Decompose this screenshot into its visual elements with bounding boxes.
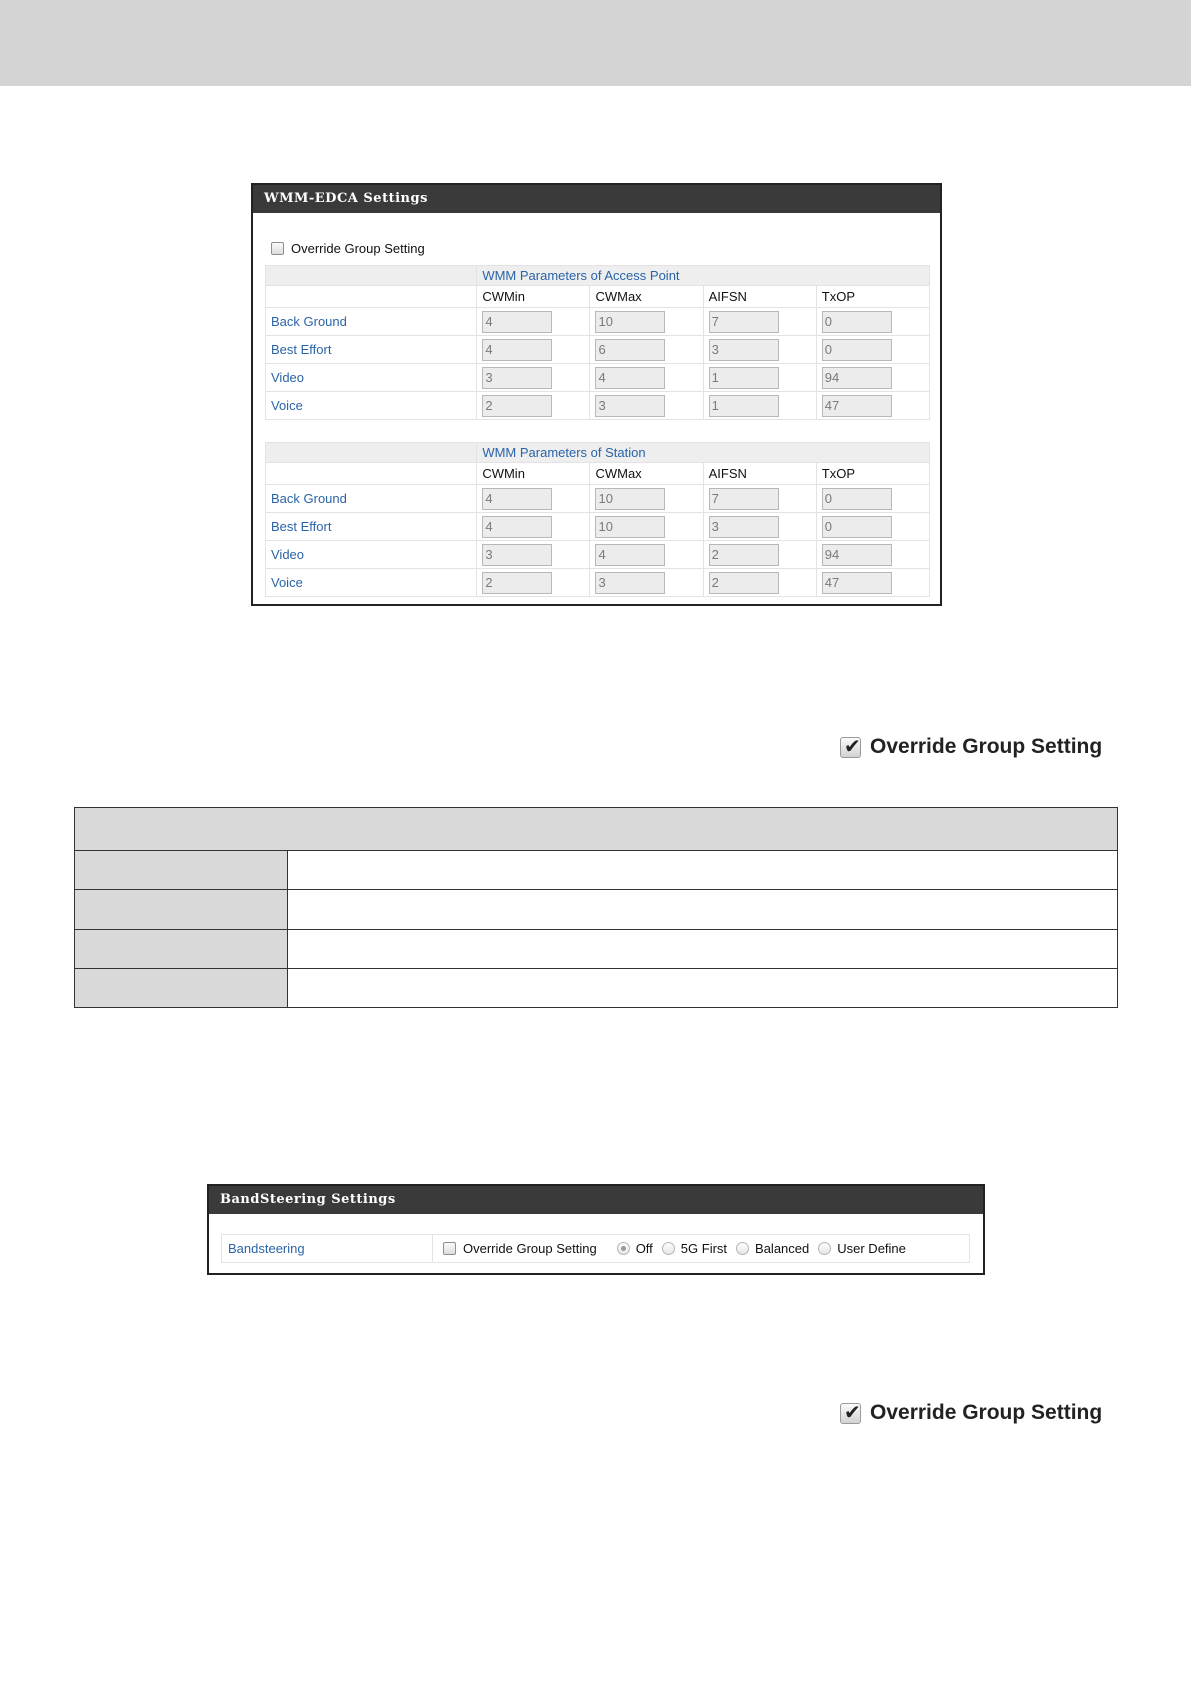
parameter-input[interactable]: 2 [482,395,552,417]
override-checkbox-checked[interactable] [840,737,861,758]
column-header: CWMin [477,463,590,485]
parameter-input[interactable]: 2 [482,572,552,594]
radio-button[interactable] [662,1242,675,1255]
radio-button[interactable] [617,1242,630,1255]
value-cell [590,392,703,420]
parameter-input[interactable]: 3 [595,572,665,594]
check-icon: ✔ [844,1401,861,1424]
description-row-value [288,890,1118,929]
station-column-headers [266,463,930,485]
band-override[interactable] [443,1241,597,1256]
wmm-override-label: Override Group Setting [291,241,425,256]
override-large-label: Override Group Setting [870,735,1103,758]
description-row-label [75,851,288,890]
page-header [0,0,1191,86]
radio-button[interactable] [818,1242,831,1255]
wmm-override-checkbox[interactable] [271,242,284,255]
empty-cell [266,286,477,308]
column-header: CWMax [590,286,703,308]
parameter-input[interactable]: 1 [709,367,779,389]
parameter-input[interactable]: 4 [595,367,665,389]
band-option-label: Balanced [755,1241,810,1256]
value-cell [590,541,703,569]
value-cell [816,308,929,336]
station-heading: WMM Parameters of Station [477,443,930,463]
parameter-input[interactable]: 7 [709,311,779,333]
value-cell [703,513,816,541]
parameter-input[interactable]: 4 [482,516,552,538]
value-cell [703,485,816,513]
override-large-2-label: Override Group Setting [870,1401,1103,1424]
description-row-value [288,968,1118,1007]
radio-button[interactable] [736,1242,749,1255]
table-row [266,392,930,420]
parameter-input[interactable]: 0 [822,516,892,538]
parameter-input[interactable]: 4 [482,339,552,361]
wmm-edca-panel [251,183,942,606]
empty-cell [266,463,477,485]
value-cell [590,485,703,513]
table-row [266,569,930,597]
parameter-input[interactable]: 2 [709,572,779,594]
description-row-value [288,929,1118,968]
value-cell [477,392,590,420]
value-cell [477,485,590,513]
column-header: TxOP [816,463,929,485]
parameter-input[interactable]: 0 [822,311,892,333]
parameter-input[interactable]: 94 [822,367,892,389]
description-row-label [75,890,288,929]
parameter-input[interactable]: 3 [595,395,665,417]
empty-cell [266,443,477,463]
parameter-input[interactable]: 10 [595,516,665,538]
column-header: AIFSN [703,463,816,485]
value-cell [703,364,816,392]
column-header: CWMin [477,286,590,308]
wmm-panel-title: WMM-EDCA Settings [253,185,940,213]
table-row [266,308,930,336]
row-label: Back Ground [266,485,477,513]
value-cell [703,336,816,364]
row-label: Best Effort [266,513,477,541]
value-cell [477,569,590,597]
column-header: TxOP [816,286,929,308]
value-cell [703,392,816,420]
row-label: Back Ground [266,308,477,336]
value-cell [816,364,929,392]
band-option-label: Off [635,1241,653,1256]
value-cell [703,308,816,336]
value-cell [703,569,816,597]
parameter-input[interactable]: 94 [822,544,892,566]
value-cell [816,569,929,597]
band-option[interactable] [736,1241,809,1256]
value-cell [816,336,929,364]
empty-cell [266,266,477,286]
column-header: CWMax [590,463,703,485]
parameter-input[interactable]: 4 [595,544,665,566]
ap-section-header [266,266,930,286]
check-icon: ✔ [844,735,861,758]
value-cell [477,513,590,541]
parameter-input[interactable]: 47 [822,395,892,417]
band-option-label: 5G First [680,1241,728,1256]
value-cell [816,541,929,569]
value-cell [590,569,703,597]
band-radio-group [617,1241,915,1256]
bandsteering-row [221,1234,970,1263]
bandsteering-options [433,1235,915,1262]
description-row-label [75,968,288,1007]
station-parameters-table [265,442,930,597]
table-row [266,336,930,364]
description-table [74,807,1118,1008]
parameter-input[interactable]: 0 [822,488,892,510]
ap-parameters-table [265,265,930,420]
parameter-input[interactable]: 6 [595,339,665,361]
parameter-input[interactable]: 1 [709,395,779,417]
override-checkbox-checked[interactable] [840,1403,861,1424]
parameter-input[interactable]: 2 [709,544,779,566]
parameter-input[interactable]: 3 [482,367,552,389]
value-cell [816,513,929,541]
parameter-input[interactable]: 7 [709,488,779,510]
station-section-header [266,443,930,463]
description-table-header [75,808,1118,851]
band-option[interactable] [662,1241,727,1256]
table-row [266,364,930,392]
value-cell [477,541,590,569]
band-option[interactable] [617,1241,653,1256]
parameter-input[interactable]: 0 [822,339,892,361]
band-override-label: Override Group Setting [463,1241,597,1256]
ap-heading: WMM Parameters of Access Point [477,266,930,286]
bandsteering-panel [207,1184,985,1275]
table-row [266,485,930,513]
value-cell [590,336,703,364]
parameter-input[interactable]: 4 [482,311,552,333]
value-cell [477,336,590,364]
value-cell [590,308,703,336]
parameter-input[interactable]: 3 [709,339,779,361]
band-option-label: User Define [837,1241,906,1256]
value-cell [703,541,816,569]
row-label: Best Effort [266,336,477,364]
row-label: Video [266,364,477,392]
description-row-value [288,851,1118,890]
parameter-input[interactable]: 47 [822,572,892,594]
parameter-input[interactable]: 3 [709,516,779,538]
band-option[interactable] [818,1241,906,1256]
value-cell [477,308,590,336]
parameter-input[interactable]: 10 [595,488,665,510]
band-panel-title: BandSteering Settings [209,1186,983,1214]
parameter-input[interactable]: 10 [595,311,665,333]
band-override-checkbox[interactable] [443,1242,456,1255]
bandsteering-label: Bandsteering [222,1235,433,1262]
value-cell [477,364,590,392]
parameter-input[interactable]: 4 [482,488,552,510]
value-cell [816,485,929,513]
parameter-input[interactable]: 3 [482,544,552,566]
ap-column-headers [266,286,930,308]
row-label: Voice [266,569,477,597]
value-cell [590,513,703,541]
value-cell [816,392,929,420]
description-row-label [75,929,288,968]
wmm-override-row[interactable] [271,241,425,256]
column-header: AIFSN [703,286,816,308]
override-group-setting-large-2[interactable] [840,1401,1102,1425]
table-row [266,513,930,541]
row-label: Voice [266,392,477,420]
override-group-setting-large[interactable] [840,735,1102,759]
value-cell [590,364,703,392]
row-label: Video [266,541,477,569]
table-row [266,541,930,569]
